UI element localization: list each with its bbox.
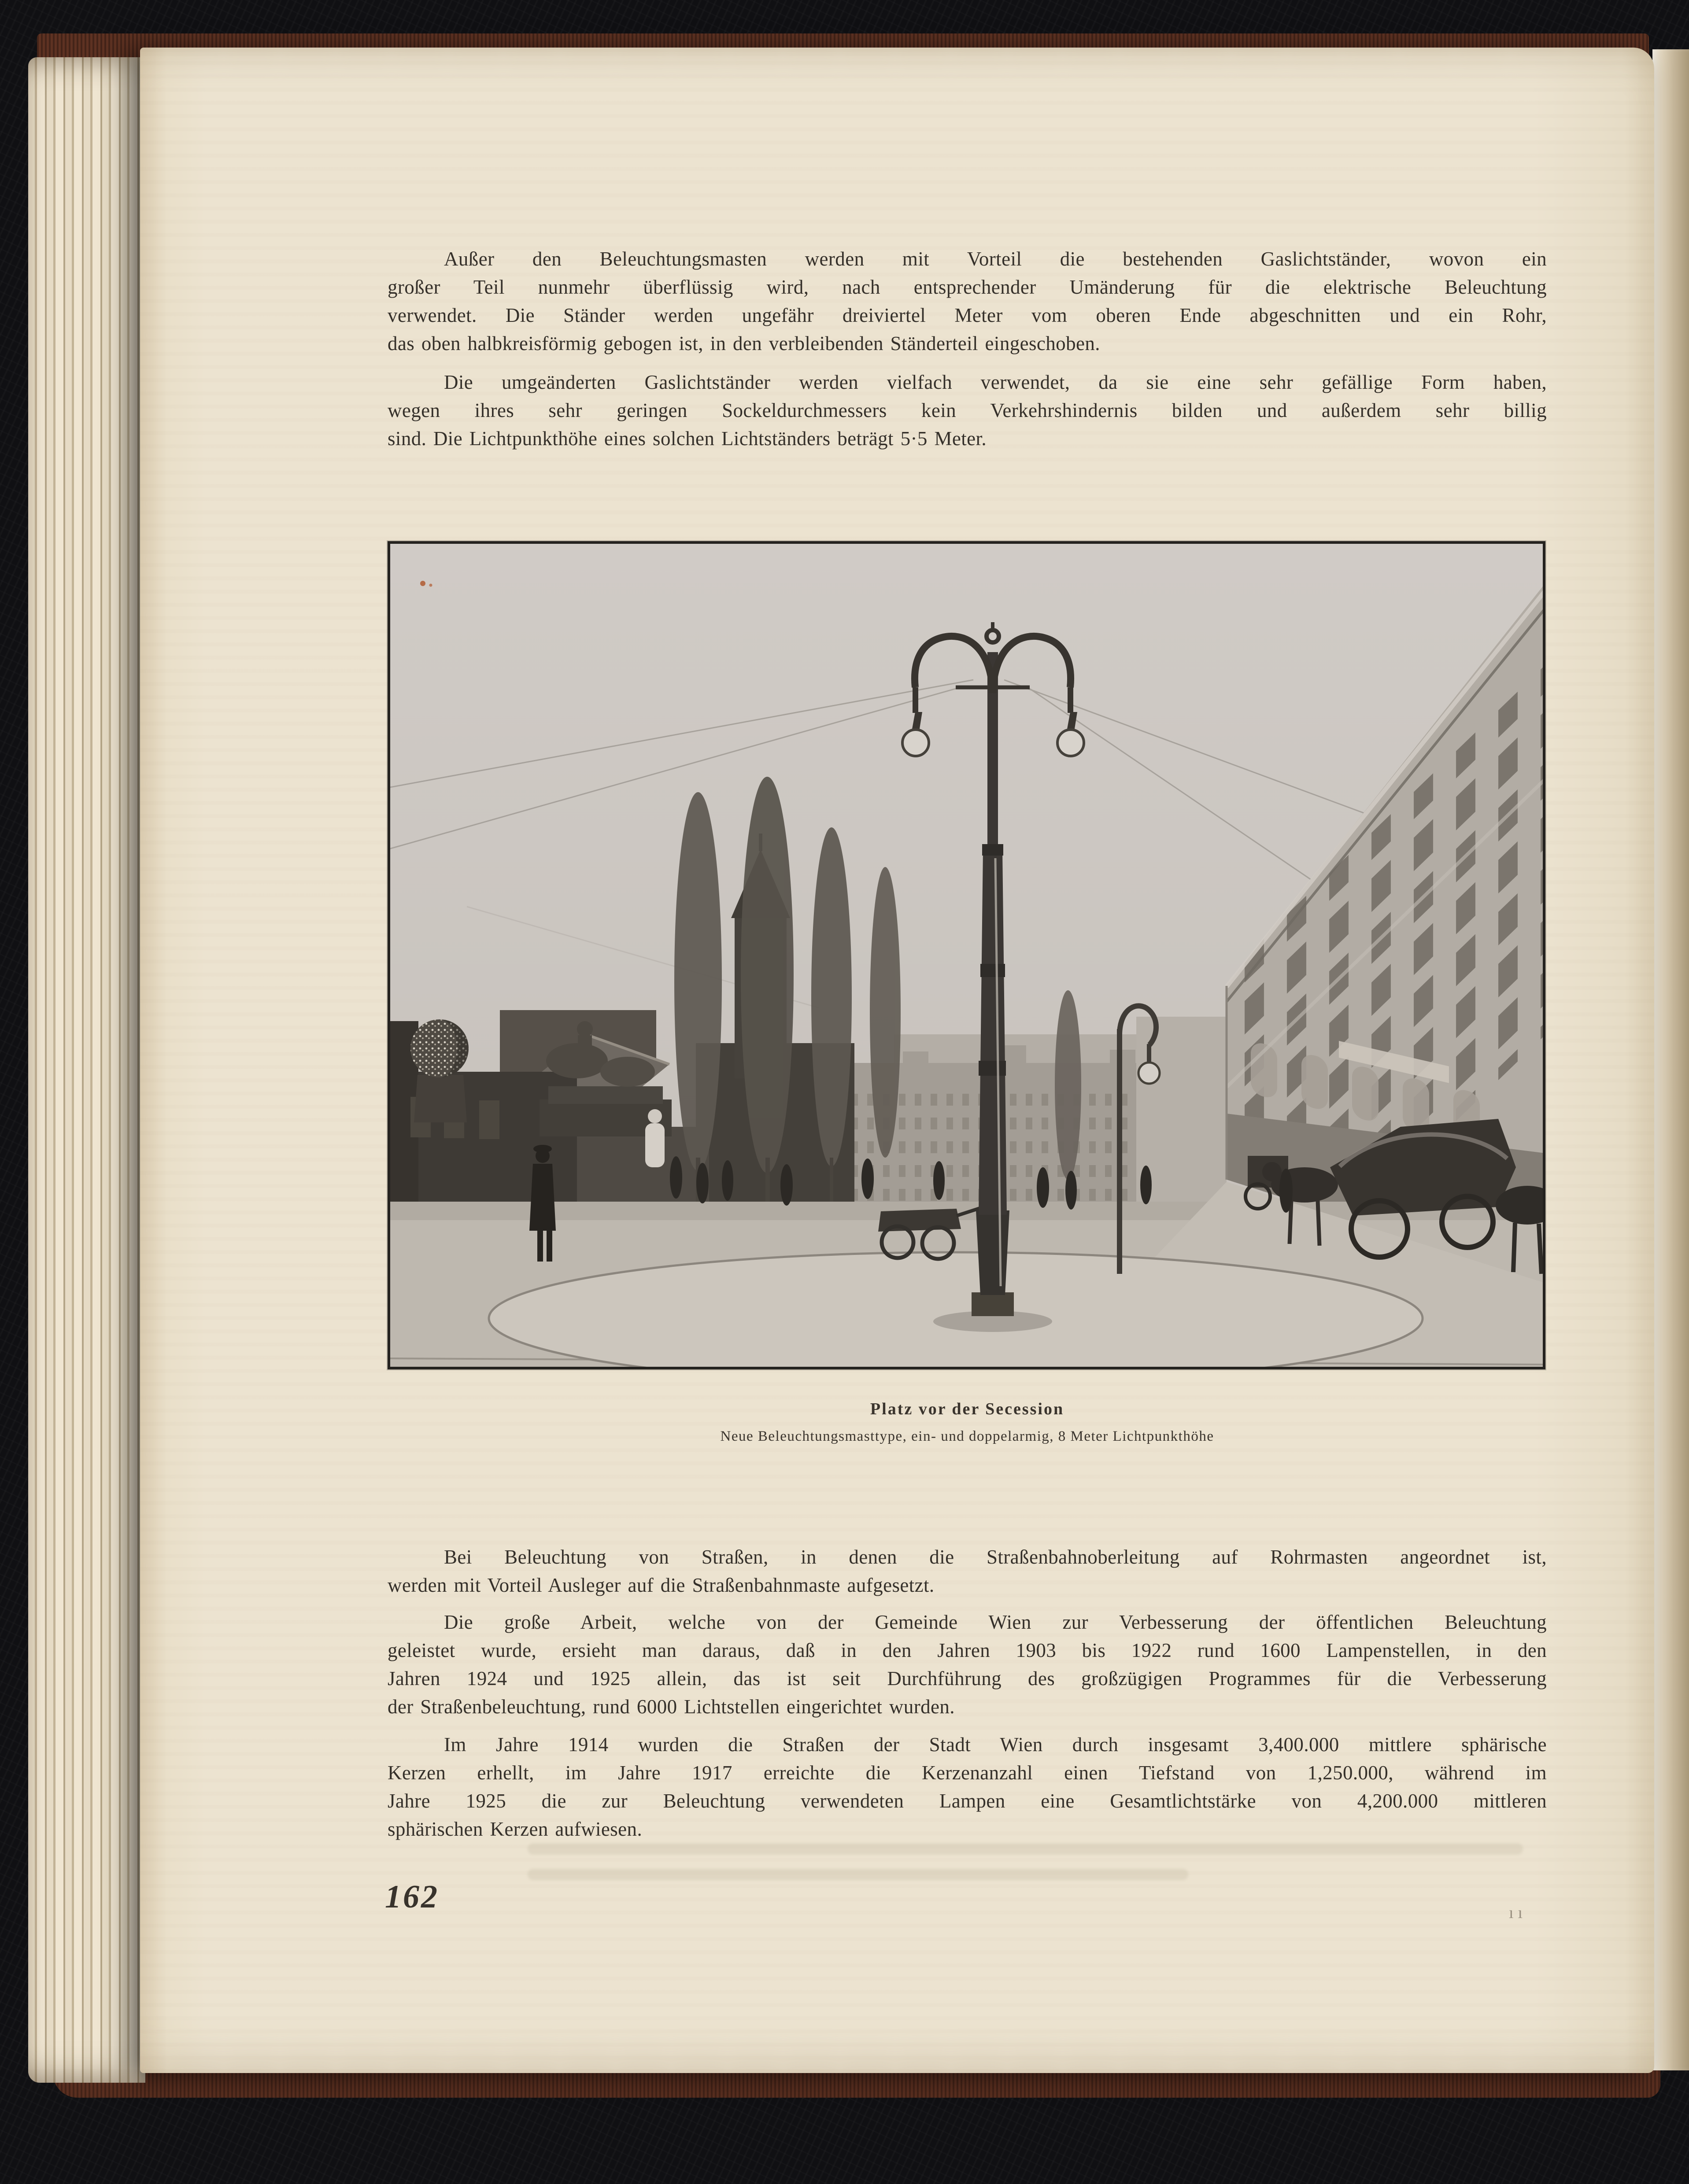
body-paragraph <box>388 368 1547 453</box>
text-line: das oben halbkreisförmig gebogen ist, in den verbleibenden Ständerteil eingeschoben. <box>388 332 1100 354</box>
text-line: Kerzen erhellt, im Jahre 1917 erreichte die Kerzenanzahl einen Tiefstand von 1,250.000, während im <box>388 1762 1547 1784</box>
text-line: Außer den Beleuchtungsmasten werden mit Vorteil die bestehenden Gaslichtständer, wovon ein <box>444 248 1547 270</box>
text-line: sind. Die Lichtpunkthöhe eines solchen Lichtständers beträgt 5·5 Meter. <box>388 428 987 450</box>
signature-mark: ıı <box>1509 1904 1527 1922</box>
text-line: Die große Arbeit, welche von der Gemeinde Wien zur Verbesserung der öffentlichen Beleuchtung <box>444 1611 1547 1633</box>
show-through-text <box>528 1843 1523 1855</box>
book-page <box>140 48 1654 2073</box>
body-paragraph <box>388 1543 1547 1599</box>
show-through-text <box>528 1869 1188 1880</box>
text-line: großer Teil nunmehr überflüssig wird, nach entsprechender Umänderung für die elektrische Beleuchtung <box>388 276 1547 298</box>
body-paragraph <box>388 245 1547 358</box>
page-edges-stack <box>28 57 145 2083</box>
distant-buildings <box>846 1017 1227 1210</box>
street-photograph <box>388 541 1545 1369</box>
page-number: 162 <box>385 1879 439 1915</box>
text-line: sphärischen Kerzen aufwiesen. <box>388 1818 643 1840</box>
text-line: Bei Beleuchtung von Straßen, in denen die Straßenbahnoberleitung auf Rohrmasten angeordnet ist, <box>444 1546 1547 1568</box>
text-line: Jahre 1925 die zur Beleuchtung verwendeten Lampen eine Gesamtlichtstärke von 4,200.000 mittleren <box>388 1790 1547 1812</box>
body-paragraph <box>388 1730 1547 1843</box>
photo-caption-subtitle: Neue Beleuchtungsmasttype, ein- und doppelarmig, 8 Meter Lichtpunkthöhe <box>720 1428 1214 1444</box>
photo-caption-title: Platz vor der Secession <box>870 1400 1064 1418</box>
text-line: Jahren 1924 und 1925 allein, das ist seit Durchführung des großzügigen Programmes für die Verbesserung <box>388 1668 1547 1690</box>
text-line: werden mit Vorteil Ausleger auf die Straßenbahnmaste aufgesetzt. <box>388 1574 935 1596</box>
facing-page-edge <box>1652 49 1689 2070</box>
text-line: Die umgeänderten Gaslichtständer werden vielfach verwendet, da sie eine sehr gefällige Form haben, <box>444 371 1547 393</box>
body-paragraph <box>388 1608 1547 1721</box>
text-line: der Straßenbeleuchtung, rund 6000 Lichtstellen eingerichtet wurden. <box>388 1696 955 1718</box>
text-line: Im Jahre 1914 wurden die Straßen der Stadt Wien durch insgesamt 3,400.000 mittlere sphärische <box>444 1734 1547 1756</box>
text-line: geleistet wurde, ersieht man daraus, daß in den Jahren 1903 bis 1922 rund 1600 Lampenstellen, in den <box>388 1639 1547 1661</box>
text-line: wegen ihres sehr geringen Sockeldurchmessers kein Verkehrshindernis bilden und außerdem sehr billig <box>388 399 1547 421</box>
text-line: verwendet. Die Ständer werden ungefähr dreiviertel Meter vom oberen Ende abgeschnitten und ein Rohr, <box>388 304 1547 326</box>
